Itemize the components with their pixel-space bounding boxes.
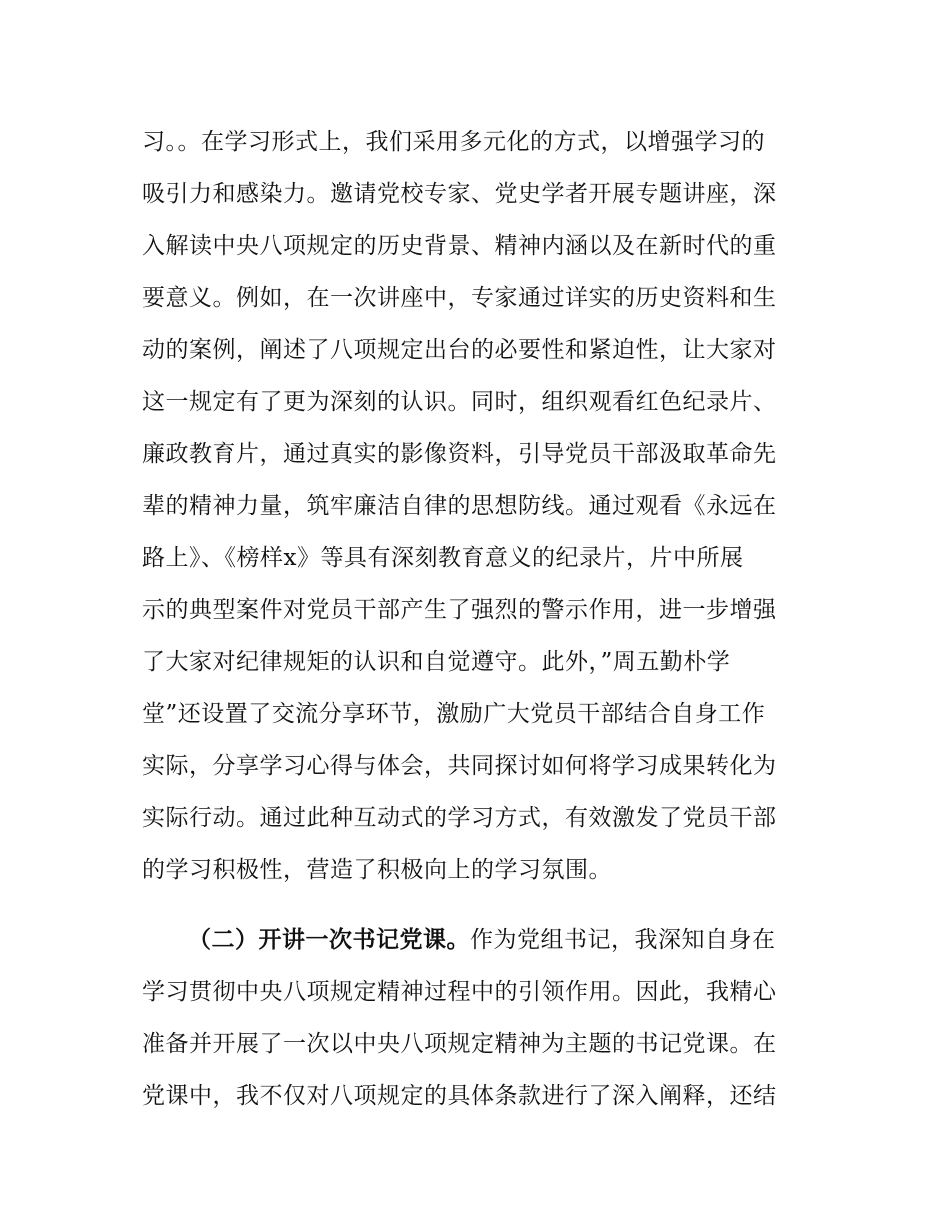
section-heading-line xyxy=(188,920,812,960)
paragraph-line: 路上》、《榜样x》等具有深刻教育意义的纪录片，片中所展 xyxy=(142,545,744,571)
paragraph-line: 要意义。例如，在一次讲座中，专家通过详实的历史资料和生 xyxy=(142,285,777,311)
paragraph-line: 党课中，我不仅对八项规定的具体条款进行了深入阐释，还结 xyxy=(142,1083,777,1109)
paragraph-line: 动的案例，阐述了八项规定出台的必要性和紧迫性，让大家对 xyxy=(142,337,777,363)
paragraph-line: 的学习积极性，营造了积极向上的学习氛围。 xyxy=(142,857,612,883)
paragraph-line: 了大家对纪律规矩的认识和自觉遵守。此外，”周五勤朴学 xyxy=(142,649,731,675)
paragraph-line: 习。。在学习形式上，我们采用多元化的方式，以增强学习的 xyxy=(142,129,765,155)
paragraph-line: 示的典型案件对党员干部产生了强烈的警示作用，进一步增强 xyxy=(142,597,777,623)
section-heading-continuation: 作为党组书记，我深知自身在 xyxy=(470,927,776,953)
paragraph-line: 堂”还设置了交流分享环节，激励广大党员干部结合自身工作 xyxy=(142,701,766,727)
paragraph-line: 吸引力和感染力。邀请党校专家、党史学者开展专题讲座，深 xyxy=(142,181,777,207)
paragraph-line: 实际，分享学习心得与体会，共同探讨如何将学习成果转化为 xyxy=(142,753,777,779)
paragraph-line: 准备并开展了一次以中央八项规定精神为主题的书记党课。在 xyxy=(142,1031,777,1057)
section-heading: （二）开讲一次书记党课。 xyxy=(188,927,470,953)
paragraph-line: 学习贯彻中央八项规定精神过程中的引领作用。因此，我精心 xyxy=(142,979,777,1005)
paragraph-line: 辈的精神力量，筑牢廉洁自律的思想防线。通过观看《永远在 xyxy=(142,493,777,519)
paragraph-line: 入解读中央八项规定的历史背景、精神内涵以及在新时代的重 xyxy=(142,233,777,259)
paragraph-line: 廉政教育片，通过真实的影像资料，引导党员干部汲取革命先 xyxy=(142,441,777,467)
paragraph-line: 这一规定有了更为深刻的认识。同时，组织观看红色纪录片、 xyxy=(142,389,777,415)
paragraph-line: 实际行动。通过此种互动式的学习方式，有效激发了党员干部 xyxy=(142,805,777,831)
